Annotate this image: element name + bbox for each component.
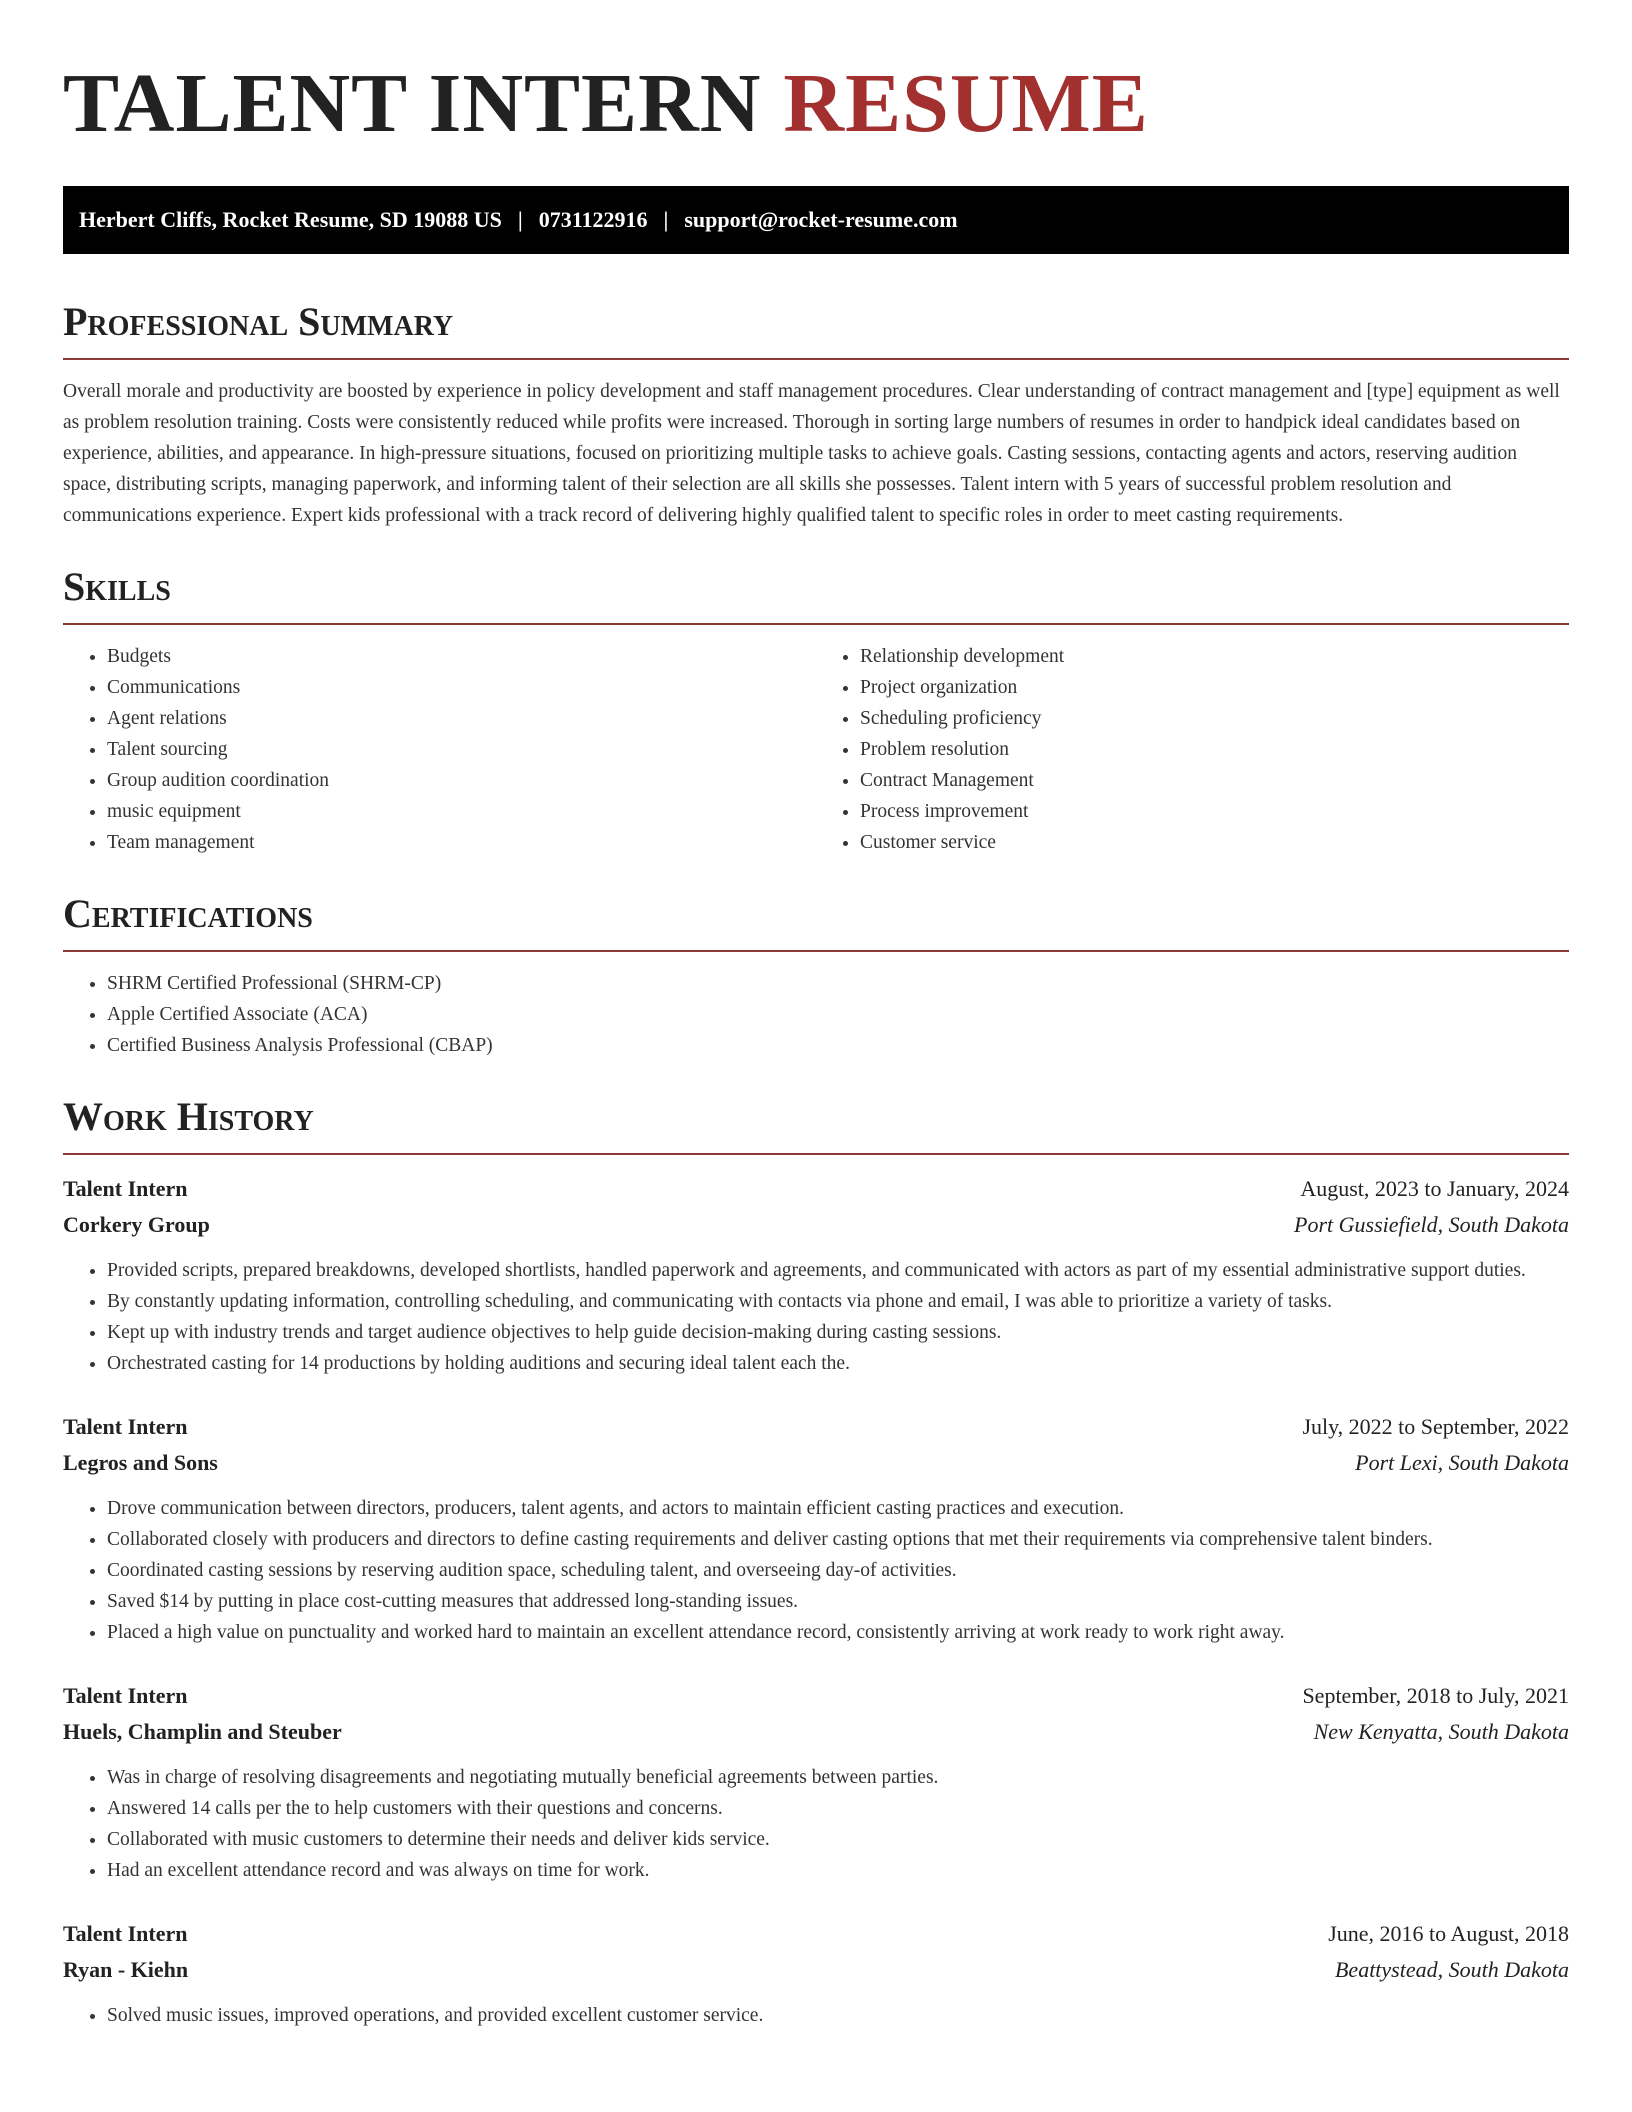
- job-bullet: • Collaborated with music customers to determine their needs and deliver kids service.: [107, 1824, 1569, 1855]
- skills-list-right: [816, 641, 1569, 858]
- job-bullet: • Was in charge of resolving disagreements and negotiating mutually beneficial agreements between parties.: [107, 1762, 1569, 1793]
- job-company: Legros and Sons: [63, 1450, 218, 1475]
- skill-item: • Agent relations: [107, 703, 816, 734]
- job-bullet: • Saved $14 by putting in place cost-cutting measures that addressed long-standing issues.: [107, 1586, 1569, 1617]
- job-company-row: [63, 1714, 1569, 1750]
- skills-section: [63, 563, 1569, 858]
- job-bullet: • Provided scripts, prepared breakdowns, developed shortlists, handled paperwork and agreements, and communicated with actors as part of my essential administrative support duties.: [107, 1255, 1569, 1286]
- job-entry: [63, 1171, 1569, 1379]
- job-entry: [63, 1916, 1569, 2031]
- section-heading-skills: Skills: [63, 564, 171, 609]
- section-heading-work-history: Work History: [63, 1094, 314, 1139]
- contact-address: Herbert Cliffs, Rocket Resume, SD 19088 US: [79, 207, 502, 232]
- job-bullet: • Placed a high value on punctuality and worked hard to maintain an excellent attendance record, consistently arriving at work ready to work right away.: [107, 1617, 1569, 1648]
- skill-item: • music equipment: [107, 796, 816, 827]
- job-bullet: • Kept up with industry trends and target audience objectives to help guide decision-making during casting sessions.: [107, 1317, 1569, 1348]
- job-company-row: [63, 1445, 1569, 1481]
- contact-bar: [63, 186, 1569, 254]
- job-location: Port Gussiefield, South Dakota: [1294, 1212, 1569, 1237]
- section-divider: [63, 1153, 1569, 1155]
- job-bullets: [63, 1255, 1569, 1379]
- job-entry: [63, 1409, 1569, 1648]
- job-company-row: [63, 1952, 1569, 1988]
- skill-item: • Group audition coordination: [107, 765, 816, 796]
- skill-item: • Budgets: [107, 641, 816, 672]
- job-header-row: [63, 1409, 1569, 1445]
- contact-email: support@rocket-resume.com: [684, 207, 958, 232]
- job-bullet: • Collaborated closely with producers and directors to define casting requirements and deliver casting options that met their requirements via comprehensive talent binders.: [107, 1524, 1569, 1555]
- section-divider: [63, 623, 1569, 625]
- summary-section: [63, 298, 1569, 531]
- skill-item: • Problem resolution: [860, 734, 1569, 765]
- certification-item: • Apple Certified Associate (ACA): [107, 999, 1569, 1030]
- job-title: Talent Intern: [63, 1414, 188, 1439]
- job-bullets: [63, 1493, 1569, 1648]
- job-company: Ryan - Kiehn: [63, 1957, 189, 1982]
- skill-item: • Customer service: [860, 827, 1569, 858]
- skill-item: • Process improvement: [860, 796, 1569, 827]
- skill-item: • Project organization: [860, 672, 1569, 703]
- job-dates: August, 2023 to January, 2024: [1300, 1176, 1569, 1201]
- skill-item: • Relationship development: [860, 641, 1569, 672]
- skill-item: • Scheduling proficiency: [860, 703, 1569, 734]
- job-dates: September, 2018 to July, 2021: [1302, 1683, 1569, 1708]
- work-history-section: [63, 1093, 1569, 2031]
- job-bullet: • Had an excellent attendance record and was always on time for work.: [107, 1855, 1569, 1886]
- skills-grid: [63, 641, 1569, 858]
- contact-separator: |: [663, 207, 669, 232]
- resume-title: [63, 56, 1569, 152]
- skill-item: • Communications: [107, 672, 816, 703]
- job-location: Port Lexi, South Dakota: [1355, 1450, 1569, 1475]
- section-divider: [63, 358, 1569, 360]
- job-bullets: [63, 1762, 1569, 1886]
- job-header-row: [63, 1678, 1569, 1714]
- job-title: Talent Intern: [63, 1176, 188, 1201]
- skills-column-left: [63, 641, 816, 858]
- job-company: Huels, Champlin and Steuber: [63, 1719, 342, 1744]
- skills-list-left: [63, 641, 816, 858]
- job-location: Beattystead, South Dakota: [1334, 1957, 1569, 1982]
- certifications-section: [63, 890, 1569, 1061]
- job-bullet: • Coordinated casting sessions by reserving audition space, scheduling talent, and overseeing day-of activities.: [107, 1555, 1569, 1586]
- certification-item: • Certified Business Analysis Professional (CBAP): [107, 1030, 1569, 1061]
- section-heading-certifications: Certifications: [63, 891, 313, 936]
- job-company-row: [63, 1207, 1569, 1243]
- skills-column-right: [816, 641, 1569, 858]
- summary-text: Overall morale and productivity are boosted by experience in policy development and staff management procedures. Clear understanding of contract management and [type] equipment as well as problem resolution training. Costs were consistently reduced while profits were increased. Thorough in sorting large numbers of resumes in order to handpick ideal candidates based on experience, abilities, and appearance. In high-pressure situations, focused on prioritizing multiple tasks to achieve goals. Casting sessions, contacting agents and actors, reserving audition space, distributing scripts, managing paperwork, and informing talent of their selection are all skills she possesses. Talent intern with 5 years of successful problem resolution and communications experience. Expert kids professional with a track record of delivering highly qualified talent to specific roles in order to meet casting requirements.: [63, 381, 1560, 526]
- job-bullet: • Solved music issues, improved operations, and provided excellent customer service.: [107, 2000, 1569, 2031]
- job-dates: July, 2022 to September, 2022: [1302, 1414, 1569, 1439]
- title-accent: RESUME: [783, 57, 1149, 150]
- title-main: TALENT INTERN: [63, 57, 762, 150]
- job-bullet: • Orchestrated casting for 14 productions by holding auditions and securing ideal talent each the.: [107, 1348, 1569, 1379]
- job-dates: June, 2016 to August, 2018: [1328, 1921, 1569, 1946]
- section-heading-summary: Professional Summary: [63, 299, 454, 344]
- job-title: Talent Intern: [63, 1921, 188, 1946]
- job-bullet: • By constantly updating information, controlling scheduling, and communicating with contacts via phone and email, I was able to prioritize a variety of tasks.: [107, 1286, 1569, 1317]
- skill-item: • Contract Management: [860, 765, 1569, 796]
- skill-item: • Team management: [107, 827, 816, 858]
- job-location: New Kenyatta, South Dakota: [1313, 1719, 1569, 1744]
- contact-separator: |: [517, 207, 523, 232]
- job-bullets: [63, 2000, 1569, 2031]
- contact-phone: 0731122916: [538, 207, 648, 232]
- job-bullet: • Answered 14 calls per the to help customers with their questions and concerns.: [107, 1793, 1569, 1824]
- certifications-list: [63, 968, 1569, 1061]
- job-title: Talent Intern: [63, 1683, 188, 1708]
- section-divider: [63, 950, 1569, 952]
- job-bullet: • Drove communication between directors, producers, talent agents, and actors to maintain efficient casting practices and execution.: [107, 1493, 1569, 1524]
- job-header-row: [63, 1916, 1569, 1952]
- job-entry: [63, 1678, 1569, 1886]
- job-company: Corkery Group: [63, 1212, 210, 1237]
- certification-item: • SHRM Certified Professional (SHRM-CP): [107, 968, 1569, 999]
- skill-item: • Talent sourcing: [107, 734, 816, 765]
- job-header-row: [63, 1171, 1569, 1207]
